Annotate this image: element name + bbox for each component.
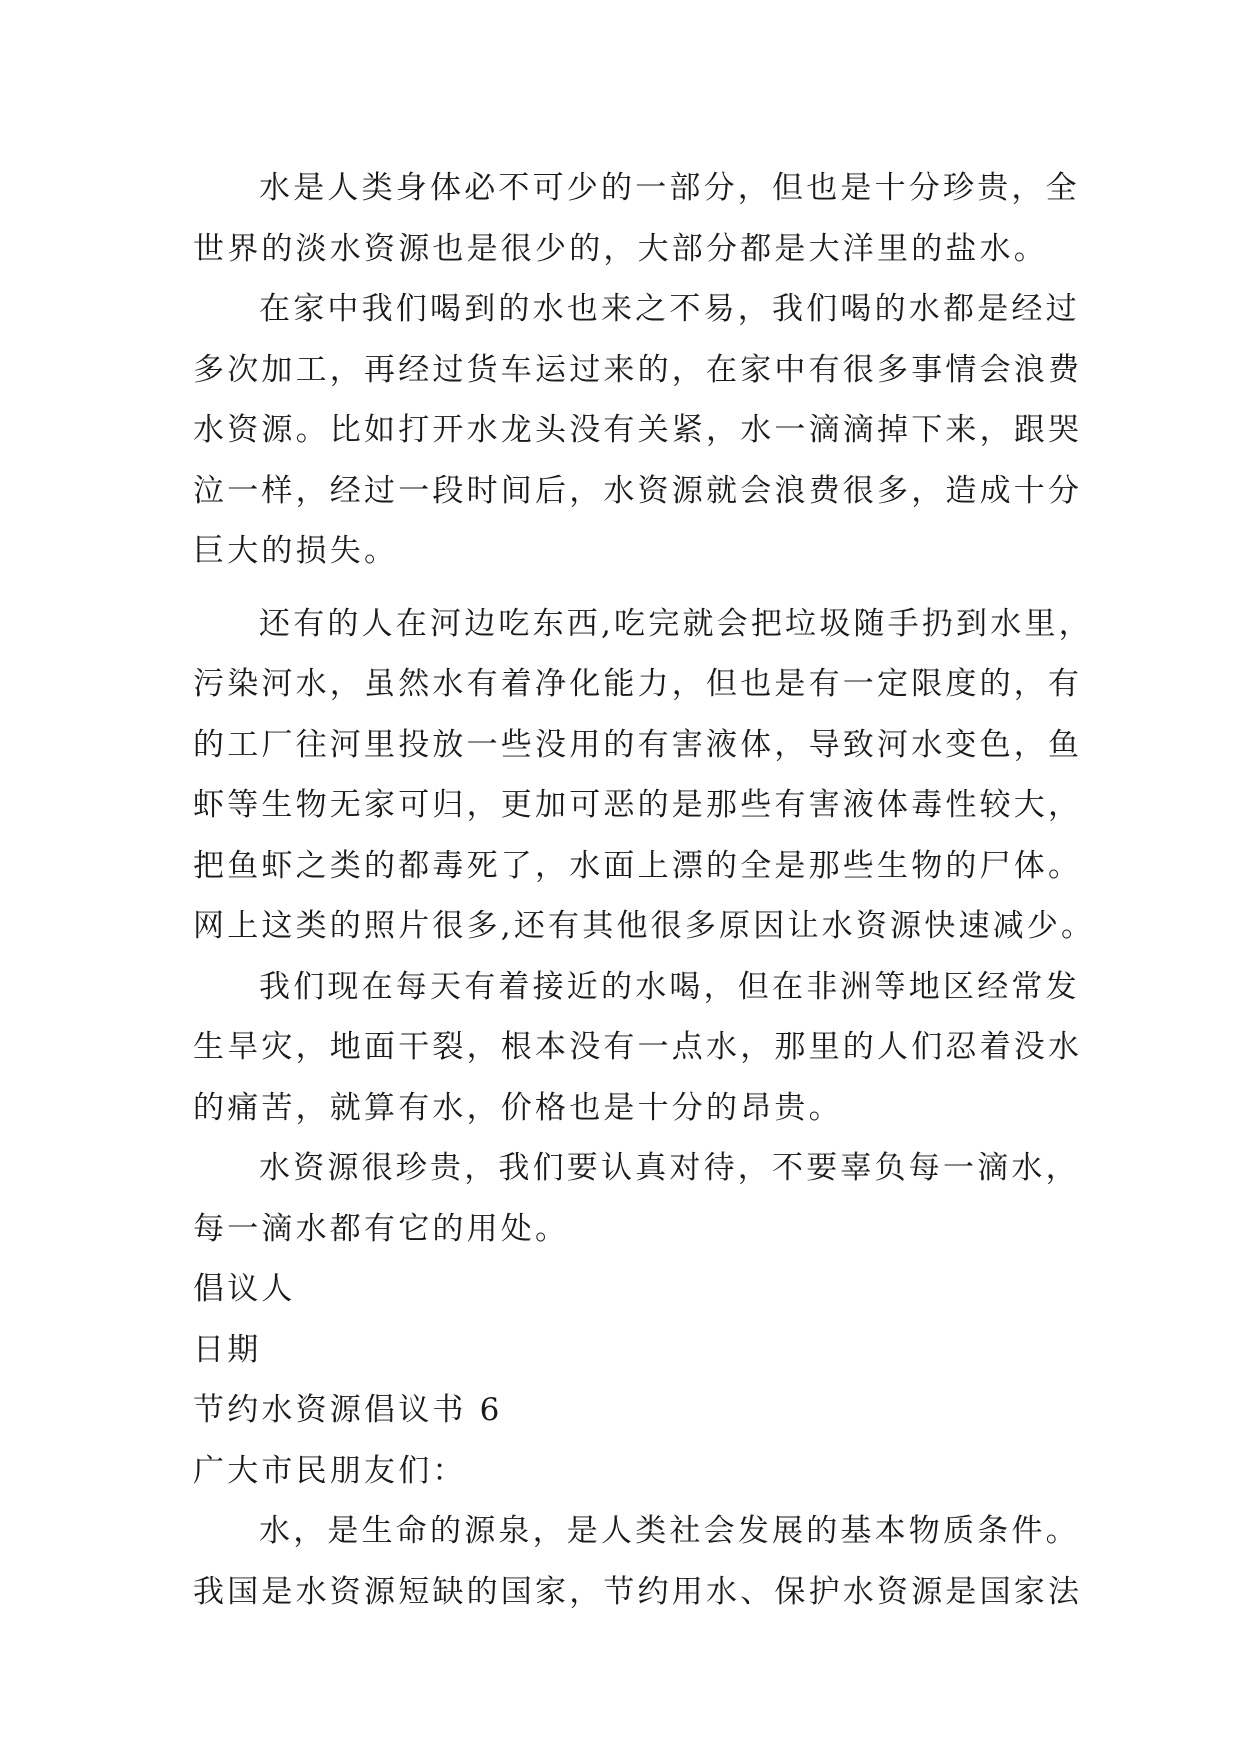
- paragraph-line: 每一滴水都有它的用处。: [193, 1210, 570, 1247]
- paragraph-line: 水是人类身体必不可少的一部分，但也是十分珍贵，全: [259, 170, 1080, 206]
- paragraph-line: 虾等生物无家可归，更加可恶的是那些有害液体毒性较大，: [193, 787, 1083, 823]
- paragraph-line: 我们现在每天有着接近的水喝，但在非洲等地区经常发: [259, 968, 1080, 1005]
- paragraph-line: 网上这类的照片很多,还有其他很多原因让水资源快速减少。: [193, 908, 1096, 944]
- date-label: 日期: [193, 1331, 262, 1368]
- paragraph-line: 我国是水资源短缺的国家，节约用水、保护水资源是国家法: [193, 1573, 1083, 1610]
- paragraph-line: 泣一样，经过一段时间后，水资源就会浪费很多，造成十分: [193, 472, 1083, 509]
- paragraph-line: 水资源。比如打开水龙头没有关紧，水一滴滴掉下来，跟哭: [193, 412, 1083, 448]
- paragraph-line: 的痛苦，就算有水，价格也是十分的昂贵。: [193, 1089, 843, 1126]
- paragraph-line: 水，是生命的源泉，是人类社会发展的基本物质条件。: [259, 1513, 1080, 1549]
- salutation: 广大市民朋友们：: [193, 1452, 467, 1489]
- section-title: 节约水资源倡议书 6: [193, 1392, 503, 1428]
- paragraph-line: 在家中我们喝到的水也来之不易，我们喝的水都是经过: [259, 291, 1080, 327]
- paragraph-line: 多次加工，再经过货车运过来的，在家中有很多事情会浪费: [193, 351, 1083, 388]
- paragraph-line: 污染河水，虽然水有着净化能力，但也是有一定限度的，有: [193, 666, 1083, 702]
- paragraph-line: 还有的人在河边吃东西,吃完就会把垃圾随手扔到水里，: [259, 605, 1093, 642]
- paragraph-line: 生旱灾，地面干裂，根本没有一点水，那里的人们忍着没水: [193, 1029, 1083, 1065]
- initiator-label: 倡议人: [193, 1271, 296, 1307]
- paragraph-line: 世界的淡水资源也是很少的，大部分都是大洋里的盐水。: [193, 230, 1048, 267]
- paragraph-line: 巨大的损失。: [193, 533, 399, 569]
- paragraph-line: 的工厂往河里投放一些没用的有害液体，导致河水变色，鱼: [193, 726, 1083, 763]
- paragraph-line: 水资源很珍贵，我们要认真对待，不要辜负每一滴水，: [259, 1150, 1080, 1186]
- document-page: [193, 158, 1096, 1622]
- paragraph-line: 把鱼虾之类的都毒死了，水面上漂的全是那些生物的尸体。: [193, 847, 1083, 884]
